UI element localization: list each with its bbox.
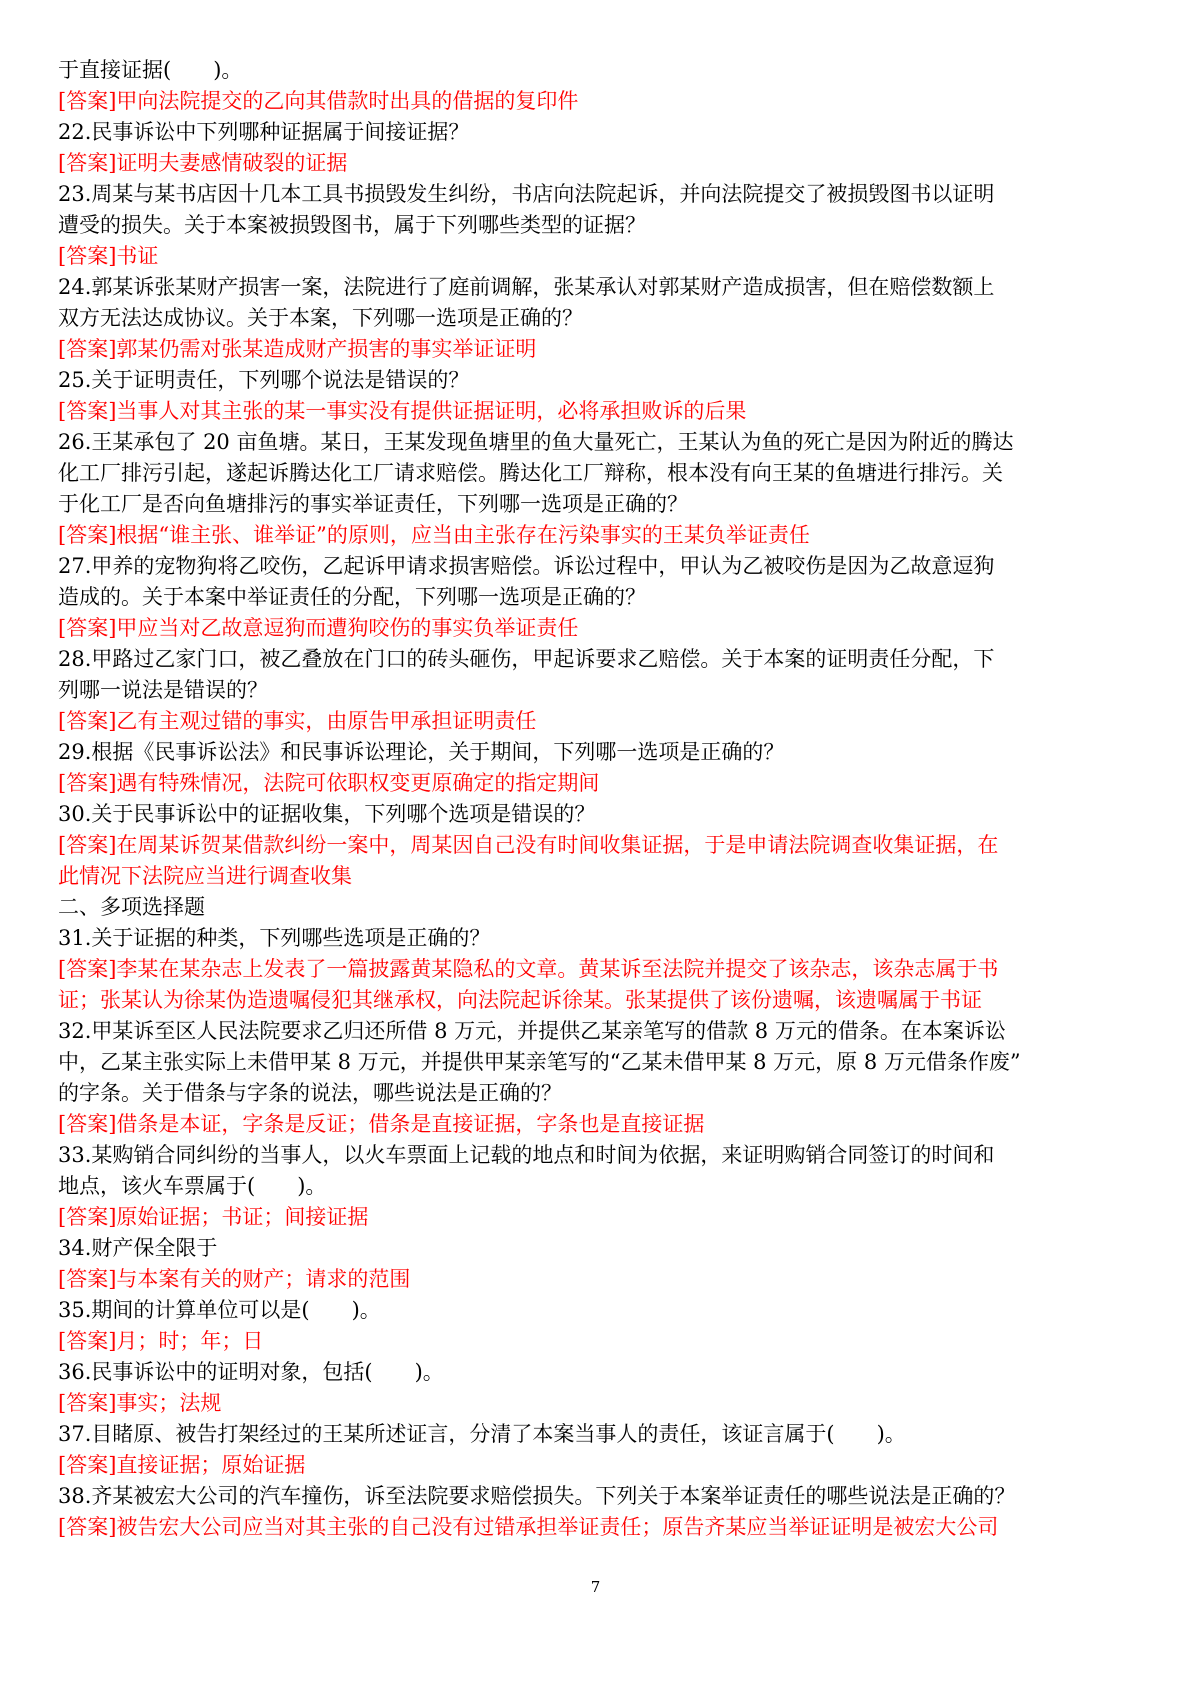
question-line: 列哪一说法是错误的？ (58, 678, 268, 702)
question-line: 34.财产保全限于 (58, 1236, 218, 1260)
answer-line: [答案]证明夫妻感情破裂的证据 (58, 151, 348, 175)
question-line: 25.关于证明责任，下列哪个说法是错误的？ (58, 368, 470, 392)
page-number: 7 (590, 1578, 601, 1596)
question-line: 28.甲路过乙家门口，被乙叠放在门口的砖头砸伤，甲起诉要求乙赔偿。关于本案的证明责任分配，下 (58, 647, 995, 671)
answer-line: 证；张某认为徐某伪造遗嘱侵犯其继承权，向法院起诉徐某。张某提供了该份遗嘱，该遗嘱属于书证 (58, 988, 982, 1012)
question-line: 30.关于民事诉讼中的证据收集，下列哪个选项是错误的？ (58, 802, 596, 826)
answer-line: [答案]乙有主观过错的事实，由原告甲承担证明责任 (58, 709, 537, 733)
answer-line: [答案]直接证据；原始证据 (58, 1453, 306, 1477)
answer-line: [答案]事实；法规 (58, 1391, 222, 1415)
question-line: 27.甲养的宠物狗将乙咬伤，乙起诉甲请求损害赔偿。诉讼过程中，甲认为乙被咬伤是因为乙故意逗狗 (58, 554, 995, 578)
question-line: 遭受的损失。关于本案被损毁图书，属于下列哪些类型的证据？ (58, 213, 646, 237)
question-line: 29.根据《民事诉讼法》和民事诉讼理论，关于期间，下列哪一选项是正确的？ (58, 740, 785, 764)
answer-line: [答案]李某在某杂志上发表了一篇披露黄某隐私的文章。黄某诉至法院并提交了该杂志，该杂志属于书 (58, 957, 999, 981)
answer-line: [答案]被告宏大公司应当对其主张的自己没有过错承担举证责任；原告齐某应当举证证明是被宏大公司 (58, 1515, 999, 1539)
question-line: 38.齐某被宏大公司的汽车撞伤，诉至法院要求赔偿损失。下列关于本案举证责任的哪些说法是正确的？ (58, 1484, 1016, 1508)
answer-line: [答案]遇有特殊情况，法院可依职权变更原确定的指定期间 (58, 771, 600, 795)
question-line: 32.甲某诉至区人民法院要求乙归还所借 8 万元，并提供乙某亲笔写的借款 8 万元的借条。在本案诉讼 (58, 1019, 1006, 1043)
question-line: 化工厂排污引起，遂起诉腾达化工厂请求赔偿。腾达化工厂辩称，根本没有向王某的鱼塘进行排污。关 (58, 461, 1003, 485)
answer-line: [答案]根据“谁主张、谁举证”的原则，应当由主张存在污染事实的王某负举证责任 (58, 523, 810, 547)
answer-line: [答案]在周某诉贺某借款纠纷一案中，周某因自己没有时间收集证据，于是申请法院调查收集证据，在 (58, 833, 999, 857)
answer-line: [答案]郭某仍需对张某造成财产损害的事实举证证明 (58, 337, 537, 361)
answer-line: [答案]甲向法院提交的乙向其借款时出具的借据的复印件 (58, 89, 579, 113)
answer-line: 此情况下法院应当进行调查收集 (58, 864, 352, 888)
answer-line: [答案]甲应当对乙故意逗狗而遭狗咬伤的事实负举证责任 (58, 616, 579, 640)
page-content (58, 55, 1138, 1543)
question-line: 23.周某与某书店因十几本工具书损毁发生纠纷，书店向法院起诉，并向法院提交了被损毁图书以证明 (58, 182, 995, 206)
answer-line: [答案]书证 (58, 244, 159, 268)
question-line: 造成的。关于本案中举证责任的分配，下列哪一选项是正确的？ (58, 585, 646, 609)
section-heading: 二、多项选择题 (58, 895, 205, 919)
answer-line: [答案]月；时；年；日 (58, 1329, 264, 1353)
question-line: 31.关于证据的种类，下列哪些选项是正确的？ (58, 926, 491, 950)
question-line: 双方无法达成协议。关于本案，下列哪一选项是正确的？ (58, 306, 583, 330)
question-line: 中，乙某主张实际上未借甲某 8 万元，并提供甲某亲笔写的“乙某未借甲某 8 万元，原 8 万元借条作废” (58, 1050, 1021, 1074)
question-line: 26.王某承包了 20 亩鱼塘。某日，王某发现鱼塘里的鱼大量死亡，王某认为鱼的死亡是因为附近的腾达 (58, 430, 1014, 454)
question-line: 33.某购销合同纠纷的当事人，以火车票面上记载的地点和时间为依据，来证明购销合同签订的时间和 (58, 1143, 995, 1167)
question-line: 35.期间的计算单位可以是( )。 (58, 1298, 381, 1322)
question-line: 36.民事诉讼中的证明对象，包括( )。 (58, 1360, 444, 1384)
question-line: 37.目睹原、被告打架经过的王某所述证言，分清了本案当事人的责任，该证言属于( )。 (58, 1422, 906, 1446)
answer-line: [答案]当事人对其主张的某一事实没有提供证据证明，必将承担败诉的后果 (58, 399, 747, 423)
answer-line: [答案]原始证据；书证；间接证据 (58, 1205, 369, 1229)
question-line: 24.郭某诉张某财产损害一案，法院进行了庭前调解，张某承认对郭某财产造成损害，但在赔偿数额上 (58, 275, 995, 299)
question-line: 于化工厂是否向鱼塘排污的事实举证责任，下列哪一选项是正确的？ (58, 492, 688, 516)
question-line: 22.民事诉讼中下列哪种证据属于间接证据？ (58, 120, 470, 144)
question-line: 地点，该火车票属于( )。 (58, 1174, 327, 1198)
question-line: 的字条。关于借条与字条的说法，哪些说法是正确的？ (58, 1081, 562, 1105)
question-line: 于直接证据( )。 (58, 58, 243, 82)
answer-line: [答案]借条是本证，字条是反证；借条是直接证据，字条也是直接证据 (58, 1112, 705, 1136)
answer-line: [答案]与本案有关的财产；请求的范围 (58, 1267, 411, 1291)
